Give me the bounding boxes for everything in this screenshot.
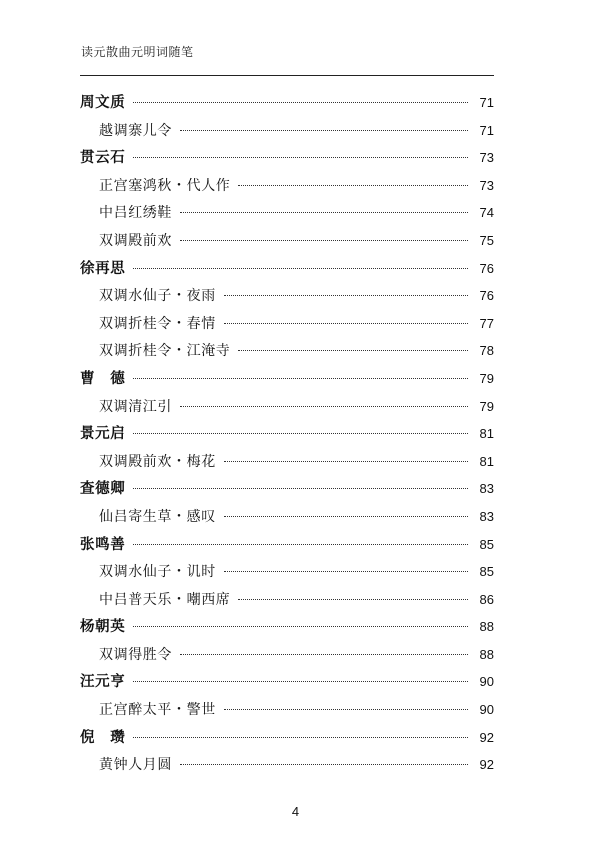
- toc-piece-entry[interactable]: [80, 751, 494, 779]
- dot-leader: [180, 653, 468, 655]
- entry-page-number: 79: [479, 370, 494, 386]
- toc-piece-entry[interactable]: [80, 696, 494, 724]
- toc-author-entry[interactable]: [80, 613, 494, 641]
- entry-page-number: 83: [479, 508, 494, 524]
- entry-page-number: 81: [479, 453, 494, 469]
- toc-piece-entry[interactable]: [80, 503, 494, 531]
- entry-title: 双调殿前欢・梅花: [99, 453, 216, 470]
- entry-title: 中吕红绣鞋: [99, 205, 172, 222]
- entry-page-number: 88: [479, 646, 494, 662]
- entry-page-number: 73: [479, 177, 494, 193]
- entry-title: 越调寨儿令: [99, 122, 172, 139]
- dot-leader: [238, 349, 468, 351]
- entry-page-number: 75: [479, 232, 494, 248]
- entry-page-number: 92: [479, 757, 494, 773]
- toc-author-entry[interactable]: [80, 668, 494, 696]
- dot-leader: [224, 294, 468, 296]
- entry-page-number: 76: [479, 260, 494, 276]
- entry-title: 双调清江引: [99, 398, 172, 415]
- entry-page-number: 81: [479, 426, 494, 442]
- entry-title: 双调折桂令・江淹寺: [99, 343, 231, 360]
- dot-leader: [180, 763, 468, 765]
- dot-leader: [224, 515, 468, 517]
- entry-title: 双调得胜令: [99, 646, 172, 663]
- entry-title: 徐再思: [80, 259, 126, 277]
- entry-page-number: 92: [479, 729, 494, 745]
- toc-piece-entry[interactable]: [80, 310, 494, 338]
- toc-author-entry[interactable]: [80, 475, 494, 503]
- page-number: 4: [291, 804, 300, 819]
- entry-page-number: 78: [479, 343, 494, 359]
- toc-piece-entry[interactable]: [80, 586, 494, 614]
- entry-title: 张鸣善: [80, 535, 126, 553]
- toc-piece-entry[interactable]: [80, 282, 494, 310]
- toc-piece-entry[interactable]: [80, 337, 494, 365]
- entry-title: 景元启: [80, 425, 126, 443]
- dot-leader: [238, 184, 468, 186]
- toc-author-entry[interactable]: [80, 89, 494, 117]
- entry-title: 倪 瓒: [80, 728, 126, 746]
- entry-title: 杨朝英: [80, 618, 126, 636]
- dot-leader: [133, 680, 468, 682]
- toc-piece-entry[interactable]: [80, 448, 494, 476]
- dot-leader: [133, 487, 468, 489]
- entry-page-number: 73: [479, 150, 494, 166]
- entry-page-number: 71: [479, 122, 494, 138]
- toc-piece-entry[interactable]: [80, 172, 494, 200]
- toc-piece-entry[interactable]: [80, 227, 494, 255]
- toc-author-entry[interactable]: [80, 255, 494, 283]
- entry-title: 汪元亨: [80, 673, 126, 691]
- header-rule: [80, 75, 494, 76]
- entry-title: 贯云石: [80, 149, 126, 167]
- entry-page-number: 79: [479, 398, 494, 414]
- entry-title: 周文质: [80, 94, 126, 111]
- toc-author-entry[interactable]: [80, 144, 494, 172]
- entry-title: 黄钟人月圆: [99, 757, 172, 774]
- entry-page-number: 85: [479, 536, 494, 552]
- dot-leader: [180, 239, 468, 241]
- dot-leader: [180, 211, 468, 213]
- entry-title: 双调水仙子・讥时: [99, 564, 216, 581]
- dot-leader: [133, 267, 468, 269]
- toc-piece-entry[interactable]: [80, 558, 494, 586]
- dot-leader: [133, 377, 468, 379]
- running-head: 读元散曲元明词随笔: [81, 45, 194, 59]
- toc-piece-entry[interactable]: [80, 117, 494, 145]
- entry-title: 曹 德: [80, 369, 126, 387]
- dot-leader: [180, 405, 468, 407]
- entry-title: 正宫塞鸿秋・代人作: [99, 177, 231, 194]
- entry-title: 仙吕寄生草・感叹: [99, 508, 216, 525]
- entry-page-number: 77: [479, 315, 494, 331]
- entry-page-number: 83: [479, 481, 494, 497]
- entry-page-number: 88: [479, 619, 494, 635]
- toc-author-entry[interactable]: [80, 420, 494, 448]
- entry-page-number: 71: [479, 95, 494, 110]
- dot-leader: [238, 598, 468, 600]
- toc-piece-entry[interactable]: [80, 393, 494, 421]
- toc-author-entry[interactable]: [80, 724, 494, 752]
- entry-title: 双调水仙子・夜雨: [99, 288, 216, 305]
- toc-author-entry[interactable]: [80, 531, 494, 559]
- toc-piece-entry[interactable]: [80, 641, 494, 669]
- dot-leader: [224, 322, 468, 324]
- toc-piece-entry[interactable]: [80, 199, 494, 227]
- dot-leader: [133, 156, 468, 158]
- dot-leader: [133, 543, 468, 545]
- dot-leader: [133, 432, 468, 434]
- table-of-contents: [80, 89, 494, 779]
- dot-leader: [224, 708, 468, 710]
- toc-author-entry[interactable]: [80, 365, 494, 393]
- entry-title: 查德卿: [80, 480, 126, 498]
- dot-leader: [133, 736, 468, 738]
- entry-title: 中吕普天乐・嘲西席: [99, 591, 231, 608]
- entry-page-number: 76: [479, 288, 494, 304]
- dot-leader: [180, 129, 468, 131]
- dot-leader: [133, 625, 468, 627]
- dot-leader: [224, 570, 468, 572]
- entry-title: 双调殿前欢: [99, 232, 172, 249]
- entry-page-number: 86: [479, 591, 494, 607]
- entry-page-number: 74: [479, 205, 494, 221]
- entry-title: 正宫醉太平・警世: [99, 702, 216, 719]
- entry-page-number: 90: [479, 674, 494, 690]
- entry-title: 双调折桂令・春情: [99, 315, 216, 332]
- entry-page-number: 85: [479, 564, 494, 580]
- dot-leader: [224, 460, 468, 462]
- entry-page-number: 90: [479, 702, 494, 718]
- dot-leader: [133, 101, 468, 103]
